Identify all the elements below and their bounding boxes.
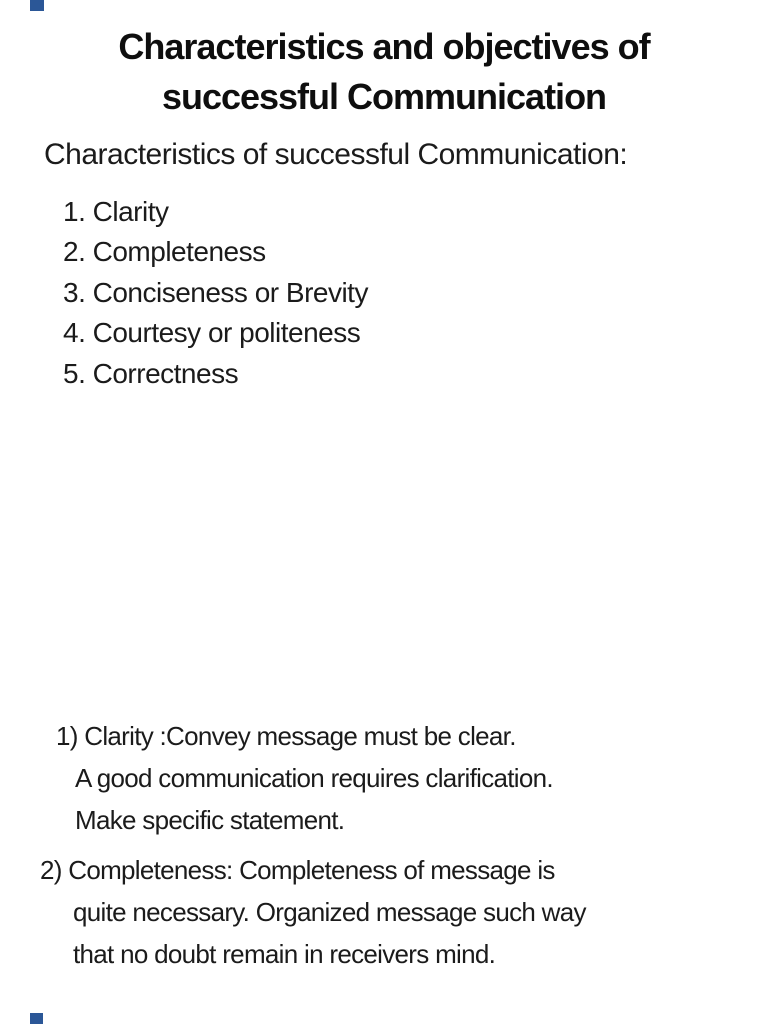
list-item-correctness: 5. Correctness bbox=[63, 357, 239, 389]
slide-title-line-1: Characteristics and objectives of bbox=[118, 26, 650, 67]
list-item-completeness: 2. Completeness bbox=[63, 236, 266, 268]
slide-title-line-2: successful Communication bbox=[161, 76, 607, 117]
intro-heading: Characteristics of successful Communication: bbox=[44, 138, 628, 171]
details-section bbox=[0, 716, 768, 976]
adjacent-page-sliver-top bbox=[30, 0, 44, 11]
list-item-conciseness: 3. Conciseness or Brevity bbox=[63, 276, 368, 308]
detail-line: quite necessary. Organized message such way bbox=[73, 897, 586, 928]
adjacent-page-sliver-bottom bbox=[30, 1013, 43, 1024]
detail-paragraph-completeness bbox=[0, 850, 768, 975]
detail-line: 1) Clarity :Convey message must be clear. bbox=[56, 721, 516, 751]
detail-line: A good communication requires clarification. bbox=[75, 762, 553, 793]
detail-line: that no doubt remain in receivers mind. bbox=[73, 938, 496, 969]
characteristics-list bbox=[63, 192, 368, 394]
list-item-courtesy: 4. Courtesy or politeness bbox=[63, 317, 361, 349]
detail-line: Make specific statement. bbox=[75, 804, 345, 835]
detail-line: 2) Completeness: Completeness of message is bbox=[40, 855, 555, 886]
detail-paragraph-clarity bbox=[0, 716, 768, 841]
slide-title bbox=[0, 22, 768, 122]
list-item-clarity: 1. Clarity bbox=[63, 196, 169, 227]
